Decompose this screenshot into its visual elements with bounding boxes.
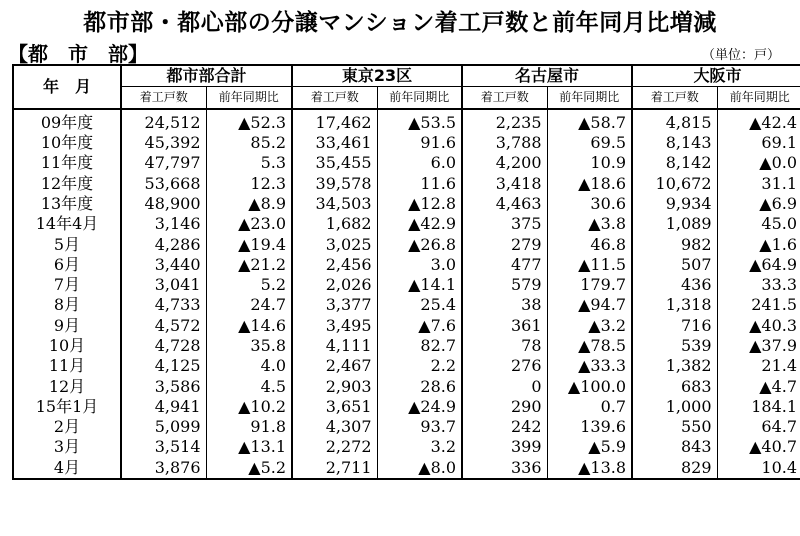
yoy-cell: ▲78.5 [547, 336, 632, 356]
starts-cell: 361 [462, 316, 547, 336]
yoy-cell: ▲19.4 [206, 234, 292, 254]
table-row [13, 356, 800, 376]
starts-cell: 3,586 [121, 376, 206, 396]
yoy-cell: ▲0.0 [717, 153, 800, 173]
period-cell: 09年度 [13, 109, 121, 133]
yoy-cell: 25.4 [377, 295, 462, 315]
starts-cell: 10,672 [632, 173, 717, 193]
yoy-cell: ▲42.4 [717, 109, 800, 133]
unit-label: （単位：戸） [701, 48, 780, 63]
subheader-yoy: 前年同期比 [547, 87, 632, 109]
table-row [13, 437, 800, 457]
period-cell: 13年度 [13, 194, 121, 214]
group-header-tokyo23: 東京23区 [292, 65, 462, 87]
table-row [13, 295, 800, 315]
yoy-cell: ▲26.8 [377, 234, 462, 254]
table-row [13, 417, 800, 437]
subheader-yoy: 前年同期比 [377, 87, 462, 109]
period-cell: 6月 [13, 255, 121, 275]
table-row [13, 376, 800, 396]
yoy-cell: 93.7 [377, 417, 462, 437]
yoy-cell: 45.0 [717, 214, 800, 234]
starts-cell: 336 [462, 458, 547, 479]
yoy-cell: ▲53.5 [377, 109, 462, 133]
period-cell: 11月 [13, 356, 121, 376]
starts-cell: 3,651 [292, 397, 377, 417]
yoy-cell: ▲14.6 [206, 316, 292, 336]
table-row [13, 133, 800, 153]
period-cell: 4月 [13, 458, 121, 479]
yoy-cell: 69.1 [717, 133, 800, 153]
starts-cell: 3,876 [121, 458, 206, 479]
yoy-cell: ▲64.9 [717, 255, 800, 275]
starts-cell: 4,941 [121, 397, 206, 417]
yoy-cell: 3.2 [377, 437, 462, 457]
starts-cell: 2,711 [292, 458, 377, 479]
starts-cell: 399 [462, 437, 547, 457]
starts-cell: 3,041 [121, 275, 206, 295]
subheader-yoy: 前年同期比 [206, 87, 292, 109]
starts-cell: 579 [462, 275, 547, 295]
starts-cell: 3,146 [121, 214, 206, 234]
yoy-cell: ▲40.7 [717, 437, 800, 457]
starts-cell: 829 [632, 458, 717, 479]
starts-cell: 17,462 [292, 109, 377, 133]
yoy-cell: ▲3.8 [547, 214, 632, 234]
yoy-cell: ▲3.2 [547, 316, 632, 336]
subheader-starts: 着工戸数 [462, 87, 547, 109]
starts-cell: 4,572 [121, 316, 206, 336]
yoy-cell: 30.6 [547, 194, 632, 214]
yoy-cell: 241.5 [717, 295, 800, 315]
yoy-cell: ▲18.6 [547, 173, 632, 193]
starts-cell: 48,900 [121, 194, 206, 214]
yoy-cell: ▲8.9 [206, 194, 292, 214]
period-cell: 7月 [13, 275, 121, 295]
section-label: 【都 市 部】 [8, 42, 148, 66]
yoy-cell: 91.6 [377, 133, 462, 153]
housing-starts-table [12, 64, 800, 480]
yoy-cell: ▲58.7 [547, 109, 632, 133]
table-row [13, 397, 800, 417]
starts-cell: 3,440 [121, 255, 206, 275]
period-cell: 12月 [13, 376, 121, 396]
yoy-cell: ▲13.8 [547, 458, 632, 479]
yoy-cell: ▲5.2 [206, 458, 292, 479]
yoy-cell: ▲12.8 [377, 194, 462, 214]
period-cell: 14年4月 [13, 214, 121, 234]
starts-cell: 4,733 [121, 295, 206, 315]
yoy-cell: ▲10.2 [206, 397, 292, 417]
starts-cell: 24,512 [121, 109, 206, 133]
starts-cell: 38 [462, 295, 547, 315]
starts-cell: 4,307 [292, 417, 377, 437]
starts-cell: 716 [632, 316, 717, 336]
starts-cell: 3,788 [462, 133, 547, 153]
period-cell: 5月 [13, 234, 121, 254]
table-row [13, 214, 800, 234]
starts-cell: 45,392 [121, 133, 206, 153]
starts-cell: 477 [462, 255, 547, 275]
starts-cell: 5,099 [121, 417, 206, 437]
starts-cell: 276 [462, 356, 547, 376]
yoy-cell: ▲14.1 [377, 275, 462, 295]
yoy-cell: 184.1 [717, 397, 800, 417]
yoy-cell: 28.6 [377, 376, 462, 396]
yoy-cell: ▲11.5 [547, 255, 632, 275]
table-row [13, 109, 800, 133]
starts-cell: 4,125 [121, 356, 206, 376]
starts-cell: 4,200 [462, 153, 547, 173]
table-row [13, 194, 800, 214]
period-cell: 2月 [13, 417, 121, 437]
yoy-cell: ▲8.0 [377, 458, 462, 479]
starts-cell: 39,578 [292, 173, 377, 193]
subheader-starts: 着工戸数 [292, 87, 377, 109]
starts-cell: 242 [462, 417, 547, 437]
starts-cell: 279 [462, 234, 547, 254]
table-row [13, 316, 800, 336]
yoy-cell: 64.7 [717, 417, 800, 437]
table-row [13, 458, 800, 479]
yoy-cell: ▲13.1 [206, 437, 292, 457]
group-header-osaka: 大阪市 [632, 65, 800, 87]
starts-cell: 375 [462, 214, 547, 234]
yoy-cell: ▲94.7 [547, 295, 632, 315]
yoy-cell: 5.3 [206, 153, 292, 173]
starts-cell: 1,682 [292, 214, 377, 234]
yoy-cell: 11.6 [377, 173, 462, 193]
yoy-cell: 0.7 [547, 397, 632, 417]
starts-cell: 2,456 [292, 255, 377, 275]
starts-cell: 2,272 [292, 437, 377, 457]
yoy-cell: 179.7 [547, 275, 632, 295]
subheader-starts: 着工戸数 [121, 87, 206, 109]
period-cell: 9月 [13, 316, 121, 336]
starts-cell: 3,418 [462, 173, 547, 193]
starts-cell: 1,318 [632, 295, 717, 315]
yoy-cell: 139.6 [547, 417, 632, 437]
starts-cell: 436 [632, 275, 717, 295]
period-cell: 8月 [13, 295, 121, 315]
starts-cell: 1,382 [632, 356, 717, 376]
starts-cell: 34,503 [292, 194, 377, 214]
starts-cell: 3,377 [292, 295, 377, 315]
yoy-cell: 33.3 [717, 275, 800, 295]
yoy-cell: ▲1.6 [717, 234, 800, 254]
yoy-cell: 4.5 [206, 376, 292, 396]
table-row [13, 153, 800, 173]
starts-cell: 4,111 [292, 336, 377, 356]
starts-cell: 290 [462, 397, 547, 417]
yoy-cell: 31.1 [717, 173, 800, 193]
starts-cell: 982 [632, 234, 717, 254]
yoy-cell: 12.3 [206, 173, 292, 193]
yoy-cell: 2.2 [377, 356, 462, 376]
yoy-cell: ▲100.0 [547, 376, 632, 396]
starts-cell: 0 [462, 376, 547, 396]
starts-cell: 2,026 [292, 275, 377, 295]
group-header-nagoya: 名古屋市 [462, 65, 632, 87]
yoy-cell: ▲33.3 [547, 356, 632, 376]
starts-cell: 4,815 [632, 109, 717, 133]
table-row [13, 173, 800, 193]
yoy-cell: 24.7 [206, 295, 292, 315]
yoy-cell: 46.8 [547, 234, 632, 254]
yoy-cell: 10.9 [547, 153, 632, 173]
starts-cell: 843 [632, 437, 717, 457]
yoy-cell: 69.5 [547, 133, 632, 153]
yoy-cell: ▲52.3 [206, 109, 292, 133]
period-header: 年 月 [13, 65, 121, 109]
yoy-cell: ▲5.9 [547, 437, 632, 457]
yoy-cell: ▲42.9 [377, 214, 462, 234]
yoy-cell: 82.7 [377, 336, 462, 356]
yoy-cell: 4.0 [206, 356, 292, 376]
starts-cell: 8,143 [632, 133, 717, 153]
yoy-cell: ▲6.9 [717, 194, 800, 214]
period-cell: 10月 [13, 336, 121, 356]
starts-cell: 1,000 [632, 397, 717, 417]
starts-cell: 53,668 [121, 173, 206, 193]
starts-cell: 47,797 [121, 153, 206, 173]
period-cell: 12年度 [13, 173, 121, 193]
starts-cell: 3,514 [121, 437, 206, 457]
yoy-cell: ▲23.0 [206, 214, 292, 234]
yoy-cell: 3.0 [377, 255, 462, 275]
yoy-cell: 5.2 [206, 275, 292, 295]
starts-cell: 550 [632, 417, 717, 437]
starts-cell: 2,235 [462, 109, 547, 133]
starts-cell: 3,025 [292, 234, 377, 254]
starts-cell: 2,467 [292, 356, 377, 376]
yoy-cell: 21.4 [717, 356, 800, 376]
yoy-cell: 91.8 [206, 417, 292, 437]
table-row [13, 234, 800, 254]
starts-cell: 683 [632, 376, 717, 396]
starts-cell: 8,142 [632, 153, 717, 173]
starts-cell: 539 [632, 336, 717, 356]
starts-cell: 35,455 [292, 153, 377, 173]
yoy-cell: 85.2 [206, 133, 292, 153]
yoy-cell: ▲37.9 [717, 336, 800, 356]
yoy-cell: ▲40.3 [717, 316, 800, 336]
starts-cell: 33,461 [292, 133, 377, 153]
starts-cell: 3,495 [292, 316, 377, 336]
yoy-cell: 10.4 [717, 458, 800, 479]
starts-cell: 4,463 [462, 194, 547, 214]
yoy-cell: ▲24.9 [377, 397, 462, 417]
yoy-cell: ▲7.6 [377, 316, 462, 336]
yoy-cell: 35.8 [206, 336, 292, 356]
starts-cell: 2,903 [292, 376, 377, 396]
period-cell: 10年度 [13, 133, 121, 153]
subheader-starts: 着工戸数 [632, 87, 717, 109]
subheader-yoy: 前年同期比 [717, 87, 800, 109]
starts-cell: 4,728 [121, 336, 206, 356]
group-header-total: 都市部合計 [121, 65, 292, 87]
table-row [13, 336, 800, 356]
period-cell: 15年1月 [13, 397, 121, 417]
starts-cell: 4,286 [121, 234, 206, 254]
starts-cell: 507 [632, 255, 717, 275]
yoy-cell: ▲21.2 [206, 255, 292, 275]
table-row [13, 275, 800, 295]
starts-cell: 78 [462, 336, 547, 356]
table-row [13, 255, 800, 275]
period-cell: 3月 [13, 437, 121, 457]
page-title: 都市部・都心部の分譲マンション着工戸数と前年同月比増減 [83, 10, 717, 36]
yoy-cell: ▲4.7 [717, 376, 800, 396]
starts-cell: 1,089 [632, 214, 717, 234]
starts-cell: 9,934 [632, 194, 717, 214]
period-cell: 11年度 [13, 153, 121, 173]
yoy-cell: 6.0 [377, 153, 462, 173]
